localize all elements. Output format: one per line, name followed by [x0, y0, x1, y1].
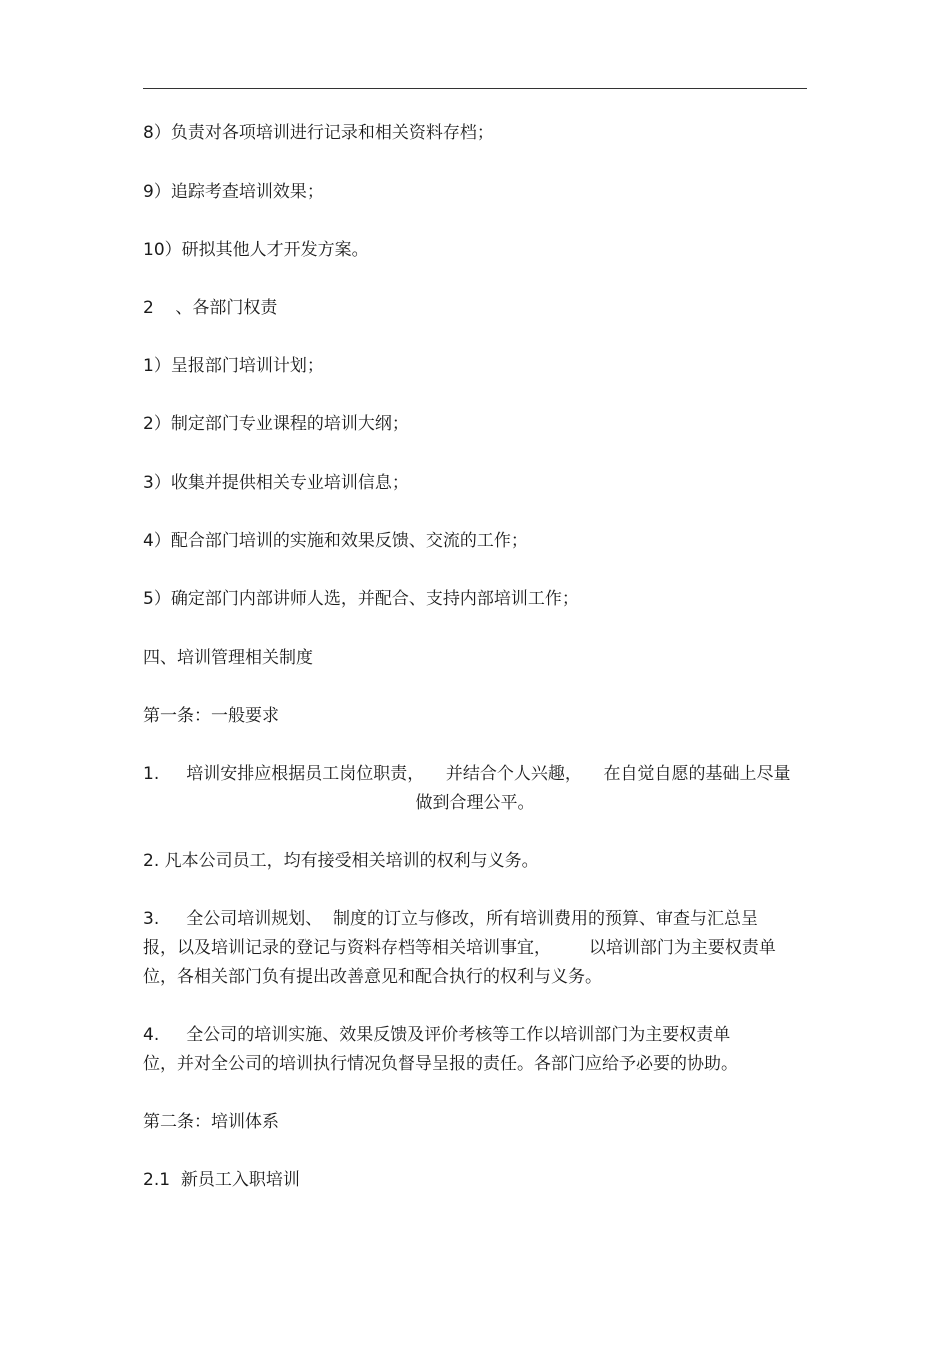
rule-item-1-line2: 做到合理公平。 [415, 793, 535, 813]
rule-item-3-line3: 位，各相关部门负有提出改善意见和配合执行的权利与义务。 [143, 967, 602, 987]
section-heading-dept-duties: 2 、各部门权责 [143, 298, 278, 318]
dept-duty-item-4: 4）配合部门培训的实施和效果反馈、交流的工作； [143, 531, 528, 551]
header-rule [143, 88, 807, 89]
dept-duty-item-1: 1）呈报部门培训计划； [143, 356, 324, 376]
article-2-heading: 第二条：培训体系 [143, 1112, 279, 1132]
chapter-heading: 四、培训管理相关制度 [143, 648, 313, 668]
rule-item-4-line2: 位，并对全公司的培训执行情况负督导呈报的责任。各部门应给予必要的协助。 [143, 1054, 738, 1074]
subsection-2-1-heading: 2.1 新员工入职培训 [143, 1170, 300, 1190]
duty-item-10: 10）研拟其他人才开发方案。 [143, 240, 369, 260]
rule-item-3-line1: 3. 全公司培训规划、 制度的订立与修改，所有培训费用的预算、审查与汇总呈 [143, 909, 759, 929]
dept-duty-item-2: 2）制定部门专业课程的培训大纲； [143, 414, 409, 434]
dept-duty-item-5: 5）确定部门内部讲师人选，并配合、支持内部培训工作； [143, 589, 579, 609]
rule-item-3-line2: 报，以及培训记录的登记与资料存档等相关培训事宜， 以培训部门为主要权责单 [143, 938, 776, 958]
duty-item-8: 8）负责对各项培训进行记录和相关资料存档； [143, 123, 494, 143]
duty-item-9: 9）追踪考查培训效果； [143, 182, 324, 202]
rule-item-4-line1: 4. 全公司的培训实施、效果反馈及评价考核等工作以培训部门为主要权责单 [143, 1025, 731, 1045]
rule-item-2: 2. 凡本公司员工，均有接受相关培训的权利与义务。 [143, 851, 539, 871]
rule-item-1-line1: 1. 培训安排应根据员工岗位职责， 并结合个人兴趣， 在自觉自愿的基础上尽量 [143, 764, 791, 784]
article-1-heading: 第一条：一般要求 [143, 706, 279, 726]
dept-duty-item-3: 3）收集并提供相关专业培训信息； [143, 473, 409, 493]
